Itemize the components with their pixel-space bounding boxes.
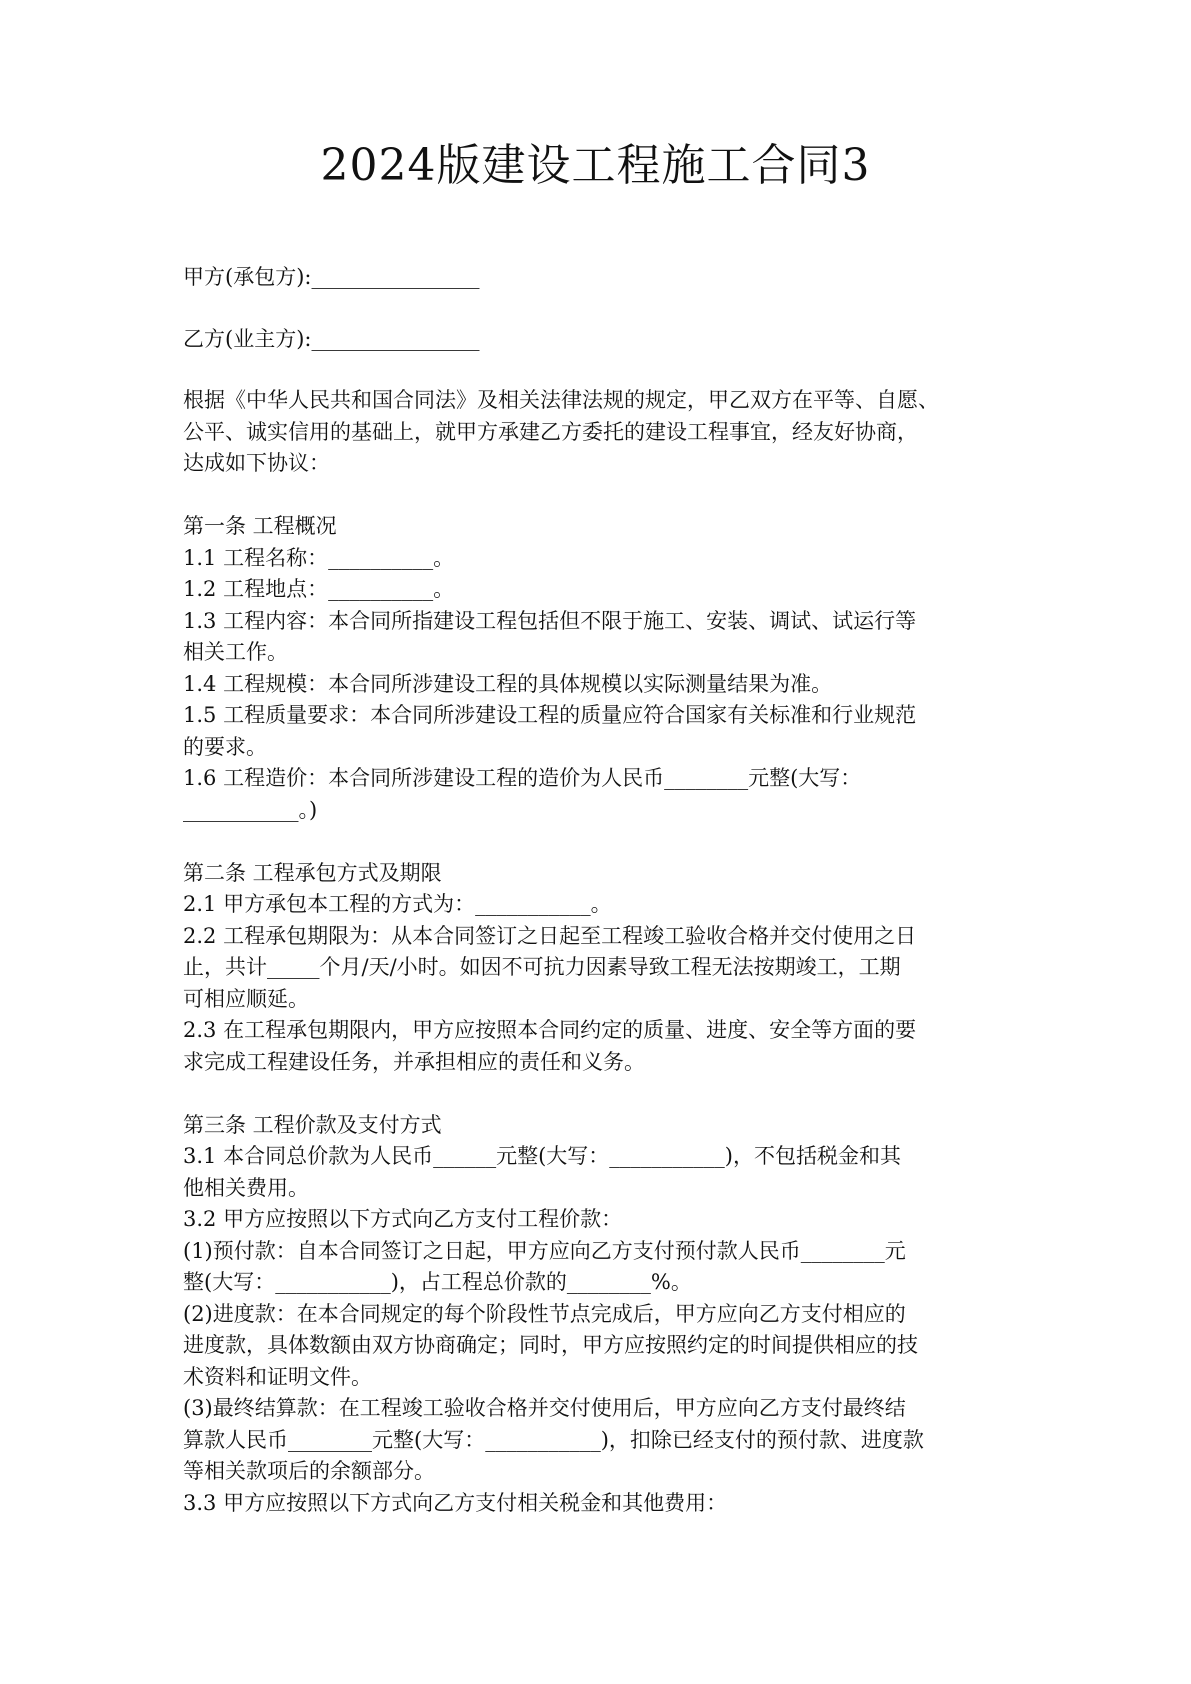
section-line: (3)最终结算款：在工程竣工验收合格并交付使用后，甲方应向乙方支付最终结 — [183, 1396, 906, 1420]
section-line: (1)预付款：自本合同签订之日起，甲方应向乙方支付预付款人民币________元 — [183, 1238, 906, 1263]
section-line: 算款人民币________元整(大写：___________)，扣除已经支付的预付款、进度款 — [183, 1427, 924, 1452]
section-line: 1.1 工程名称：__________。 — [183, 545, 455, 570]
section-line: 2.3 在工程承包期限内，甲方应按照本合同约定的质量、进度、安全等方面的要 — [183, 1018, 917, 1042]
section-line: 等相关款项后的余额部分。 — [183, 1459, 435, 1483]
section-3 — [183, 1110, 1063, 1520]
section-line: 相关工作。 — [183, 640, 288, 664]
preamble — [183, 385, 1063, 480]
section-2 — [183, 858, 1063, 1079]
preamble-line: 达成如下协议： — [183, 451, 330, 475]
section-line: 3.3 甲方应按照以下方式向乙方支付相关税金和其他费用： — [183, 1490, 728, 1515]
party-a-line: 甲方(承包方):________________ — [183, 265, 480, 289]
section-line: 2.2 工程承包期限为：从本合同签订之日起至工程竣工验收合格并交付使用之日 — [183, 923, 917, 948]
section-line: 求完成工程建设任务，并承担相应的责任和义务。 — [183, 1049, 645, 1074]
section-heading: 第一条 工程概况 — [183, 514, 337, 538]
section-line: 3.1 本合同总价款为人民币______元整(大写：___________)，不包括税金和其 — [183, 1144, 901, 1168]
party-b-line: 乙方(业主方):________________ — [183, 326, 480, 351]
section-line: 的要求。 — [183, 734, 267, 759]
section-line: 可相应顺延。 — [183, 986, 309, 1011]
preamble-line: 根据《中华人民共和国合同法》及相关法律法规的规定，甲乙双方在平等、自愿、 — [183, 388, 939, 412]
section-line: 2.1 甲方承包本工程的方式为：___________。 — [183, 892, 612, 916]
section-heading: 第三条 工程价款及支付方式 — [183, 1112, 442, 1137]
section-line: 1.2 工程地点：__________。 — [183, 577, 455, 601]
section-line: 1.6 工程造价：本合同所涉建设工程的造价为人民币________元整(大写： — [183, 766, 862, 790]
section-line: 他相关费用。 — [183, 1175, 309, 1200]
section-line: 1.3 工程内容：本合同所指建设工程包括但不限于施工、安装、调试、试运行等 — [183, 608, 917, 633]
section-heading: 第二条 工程承包方式及期限 — [183, 860, 442, 885]
section-line: ___________。) — [183, 797, 318, 822]
document-title: 2024版建设工程施工合同3 — [320, 140, 871, 191]
section-line: 3.2 甲方应按照以下方式向乙方支付工程价款： — [183, 1207, 623, 1231]
section-1 — [183, 511, 1063, 826]
section-line: 止，共计_____个月/天/小时。如因不可抗力因素导致工程无法按期竣工，工期 — [183, 955, 901, 979]
section-line: 1.4 工程规模：本合同所涉建设工程的具体规模以实际测量结果为准。 — [183, 671, 833, 696]
document-body — [183, 262, 1063, 1519]
section-line: 1.5 工程质量要求：本合同所涉建设工程的质量应符合国家有关标准和行业规范 — [183, 703, 917, 727]
section-line: 进度款，具体数额由双方协商确定；同时，甲方应按照约定的时间提供相应的技 — [183, 1333, 918, 1357]
section-line: 术资料和证明文件。 — [183, 1364, 372, 1389]
preamble-line: 公平、诚实信用的基础上，就甲方承建乙方委托的建设工程事宜，经友好协商， — [183, 419, 918, 444]
section-line: (2)进度款：在本合同规定的每个阶段性节点完成后，甲方应向乙方支付相应的 — [183, 1301, 906, 1326]
section-line: 整(大写：___________)，占工程总价款的________%。 — [183, 1270, 692, 1294]
